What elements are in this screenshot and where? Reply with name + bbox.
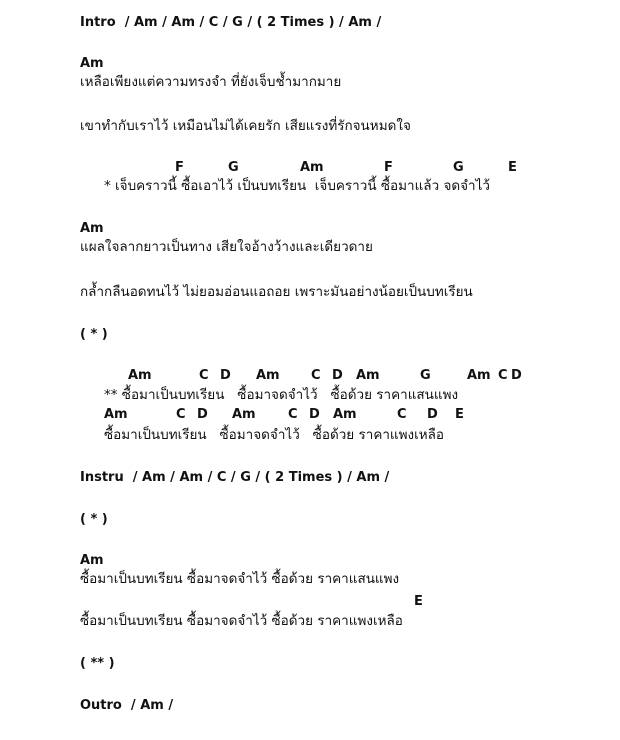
chord: C bbox=[288, 407, 298, 422]
chord: D bbox=[511, 368, 522, 383]
verse1-lyric-1: เหลือเพียงแต่ความทรงจำ ที่ยังเจ็บช้ำมากมาย bbox=[80, 74, 342, 90]
verse1-lyric-2: เขาทำกับเราไว้ เหมือนไม่ได้เคยรัก เสียแรงที่รักจนหมดใจ bbox=[80, 118, 411, 134]
repeat-chorus-marker: ( * ) bbox=[80, 327, 108, 342]
bridge-chord-e: E bbox=[414, 594, 423, 609]
chord: G bbox=[453, 160, 464, 175]
chord: C bbox=[199, 368, 209, 383]
chord: Am bbox=[300, 160, 324, 175]
chord: G bbox=[228, 160, 239, 175]
chord: D bbox=[197, 407, 208, 422]
chord: C bbox=[397, 407, 407, 422]
chord: D bbox=[427, 407, 438, 422]
intro-line: Intro / Am / Am / C / G / ( 2 Times ) / Am / bbox=[80, 15, 382, 30]
chord: E bbox=[455, 407, 464, 422]
chord: D bbox=[220, 368, 231, 383]
instru-line: Instru / Am / Am / C / G / ( 2 Times ) / Am / bbox=[80, 470, 390, 485]
chord: D bbox=[309, 407, 320, 422]
chord: D bbox=[332, 368, 343, 383]
chorus2-lyric-b: ซื้อมาเป็นบทเรียน ซื้อมาจดจำไว้ ซื้อด้วย ราคาแพงเหลือ bbox=[104, 427, 445, 443]
chord: F bbox=[384, 160, 393, 175]
repeat-chorus-marker-3: ( ** ) bbox=[80, 656, 115, 671]
chord: F bbox=[175, 160, 184, 175]
chord: Am bbox=[232, 407, 256, 422]
chord: C bbox=[176, 407, 186, 422]
chord: G bbox=[420, 368, 431, 383]
bridge-lyric-2: ซื้อมาเป็นบทเรียน ซื้อมาจดจำไว้ ซื้อด้วย ราคาแพงเหลือ bbox=[80, 613, 403, 629]
verse2-chord: Am bbox=[80, 221, 104, 236]
chorus1-lyric: * เจ็บคราวนี้ ซื้อเอาไว้ เป็นบทเรียน เจ็บคราวนี้ ซื้อมาแล้ว จดจำไว้ bbox=[104, 178, 490, 194]
chord: C bbox=[311, 368, 321, 383]
bridge-lyric-1: ซื้อมาเป็นบทเรียน ซื้อมาจดจำไว้ ซื้อด้วย ราคาแสนแพง bbox=[80, 571, 400, 587]
verse1-chord: Am bbox=[80, 56, 104, 71]
chord: Am bbox=[356, 368, 380, 383]
chord: Am bbox=[467, 368, 491, 383]
chorus2-lyric-a: ** ซื้อมาเป็นบทเรียน ซื้อมาจดจำไว้ ซื้อด้วย ราคาแสนแพง bbox=[104, 387, 459, 403]
verse2-lyric-1: แผลใจลากยาวเป็นทาง เสียใจอ้างว้างและเดียวดาย bbox=[80, 239, 373, 255]
chord: Am bbox=[128, 368, 152, 383]
bridge-chord: Am bbox=[80, 553, 104, 568]
chord: Am bbox=[104, 407, 128, 422]
chord: C bbox=[498, 368, 508, 383]
chord: E bbox=[508, 160, 517, 175]
repeat-chorus-marker-2: ( * ) bbox=[80, 512, 108, 527]
chord: Am bbox=[256, 368, 280, 383]
verse2-lyric-2: กล้ำกลืนอดทนไว้ ไม่ยอมอ่อนแอถอย เพราะมันอย่างน้อยเป็นบทเรียน bbox=[80, 284, 473, 300]
outro-line: Outro / Am / bbox=[80, 698, 174, 713]
chord: Am bbox=[333, 407, 357, 422]
